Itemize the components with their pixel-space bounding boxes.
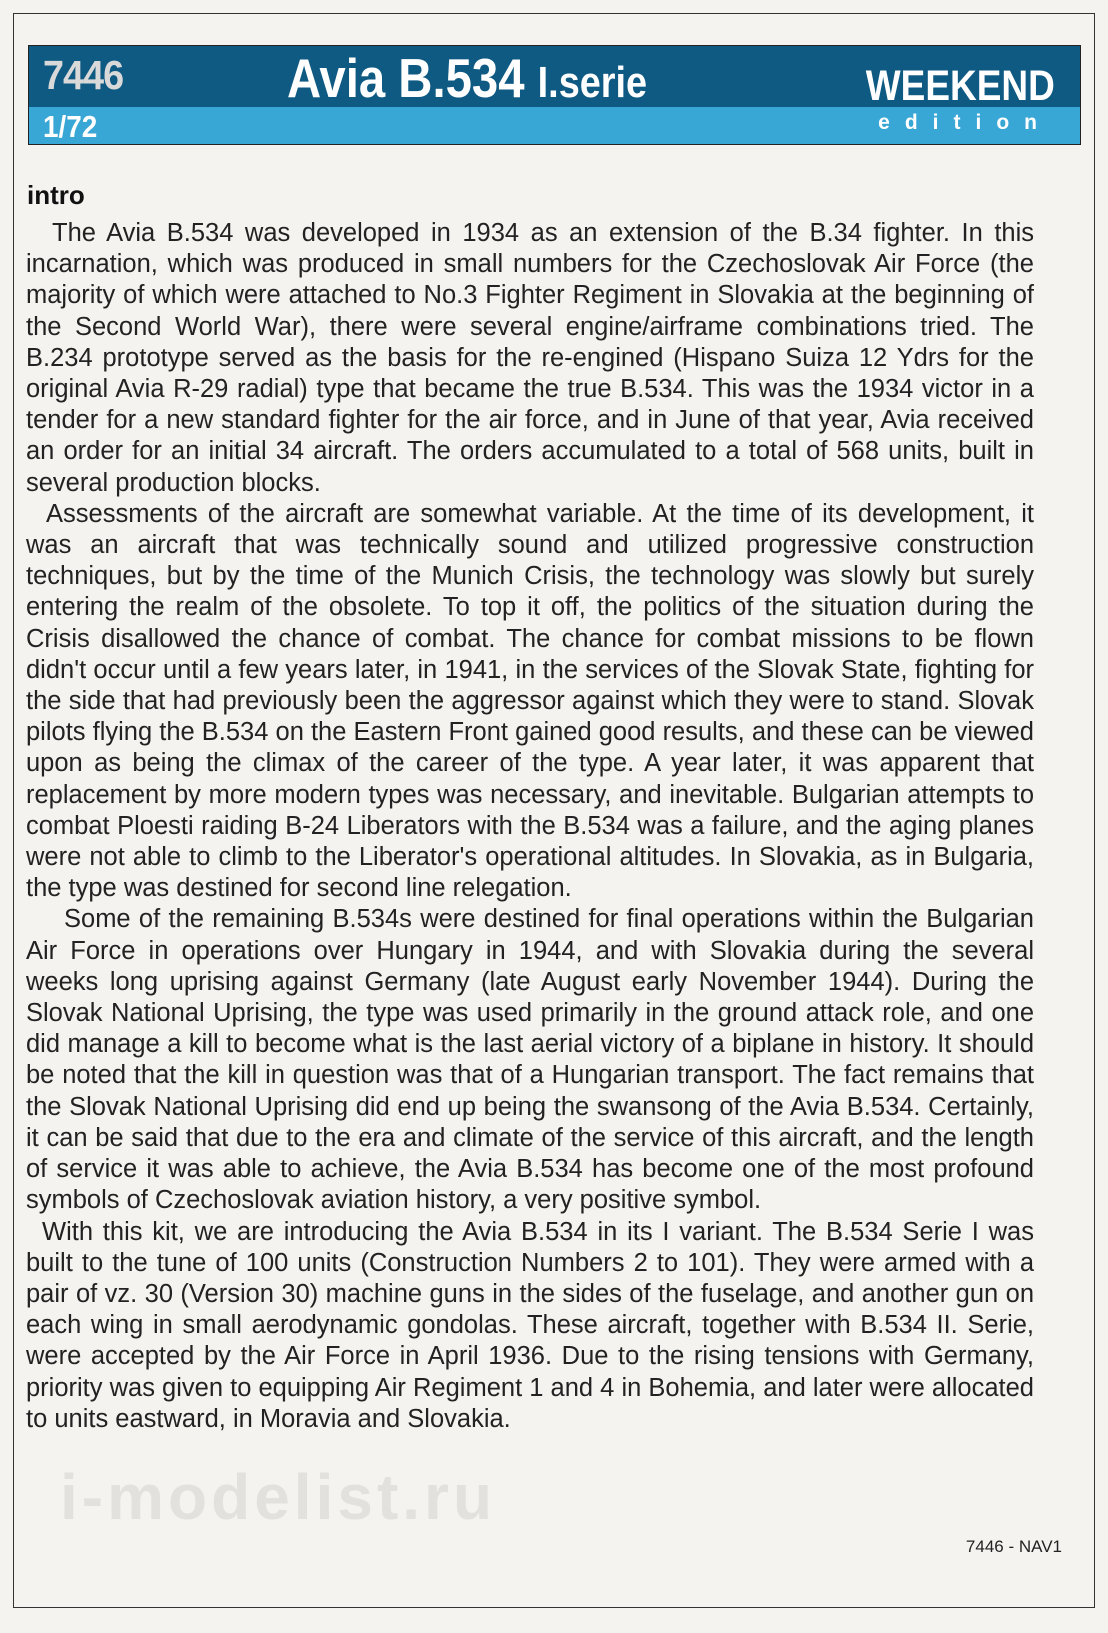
intro-paragraph-2: Assessments of the aircraft are somewhat variable. At the time of its development, it was an aircraft that was technically sound and utilized progressive construction techniques, but by the time of the Munich Crisis, the technology was slowly but surely entering the realm of the obsolete. To top it off, the politics of the situation during the Crisis disallowed the chance of combat. The chance for combat missions to be flown didn't occur until a few years later, in 1941, in the services of the Slovak State, fighting for the side that had previously been the aggressor against which they were to stand. Slovak pilots flying the B.534 on the Eastern Front gained good results, and these can be viewed upon as being the climax of the career of the type. A year later, it was apparent that replacement by more modern types was necessary, and inevitable. Bulgarian attempts to combat Ploesti raiding B-24 Liberators with the B.534 was a failure, and the aging planes were not able to climb to the Liberator's operational altitudes. In Slovakia, as in Bulgaria, the type was destined for second line relegation. [26,499,1034,903]
intro-paragraph-4: With this kit, we are introducing the Avia B.534 in its I variant. The B.534 Serie I was built to the tune of 100 units (Construction Numbers 2 to 101). They were armed with a pair of vz. 30 (Version 30) machine guns in the sides of the fuselage, and another gun on each wing in small aerodynamic gondolas. These aircraft, together with B.534 II. Serie, were accepted by the Air Force in April 1936. Due to the rising tensions with Germany, priority was given to equipping Air Regiment 1 and 4 in Bohemia, and later were allocated to units eastward, in Moravia and Slovakia. [26,1217,1034,1433]
kit-title-serie: I.serie [537,58,648,107]
watermark: i-modelist.ru [60,1461,497,1533]
kit-title-main: Avia B.534 [287,47,538,109]
instruction-header [28,45,1081,145]
kit-title [287,46,647,110]
intro-paragraph-3: Some of the remaining B.534s were destined for final operations within the Bulgarian Air Force in operations over Hungary in 1944, and with Slovakia during the several weeks long uprising against Germany (late August early November 1944). During the Slovak National Uprising, the type was used primarily in the ground attack role, and one did manage a kill to become what is the last aerial victory of a biplane in history. It should be noted that the kill in question was that of a Hungarian transport. The fact remains that the Slovak National Uprising did end up being the swansong of the Avia B.534. Certainly, it can be said that due to the era and climate of the service of this aircraft, and the length of service it was able to achieve, the Avia B.534 has become one of the most profound symbols of Czechoslovak aviation history, a very positive symbol. [26,905,1034,1215]
kit-scale: 1/72 [43,109,98,144]
kit-number: 7446 [43,52,124,98]
document-code: 7446 - NAV1 [965,1537,1062,1556]
intro-paragraph-1: The Avia B.534 was developed in 1934 as an extension of the B.34 fighter. In this incarnation, which was produced in small numbers for the Czechoslovak Air Force (the majority of which were attached to No.3 Fighter Regiment in Slovakia at the beginning of the Second World War), there were several engine/airframe combinations tried. The B.234 prototype served as the basis for the re-engined (Hispano Suiza 12 Ydrs for the original Avia R-29 radial) type that became the true B.534. This was the 1934 victor in a tender for a new standard fighter for the air force, and in June of that year, Avia received an order for an initial 34 aircraft. The orders accumulated to a total of 568 units, built in several production blocks. [26,219,1034,497]
intro-heading: intro [27,180,85,210]
edition-label: WEEKEND [865,62,1055,110]
intro-body [26,218,1034,1435]
edition-sublabel: edition [878,111,1052,134]
